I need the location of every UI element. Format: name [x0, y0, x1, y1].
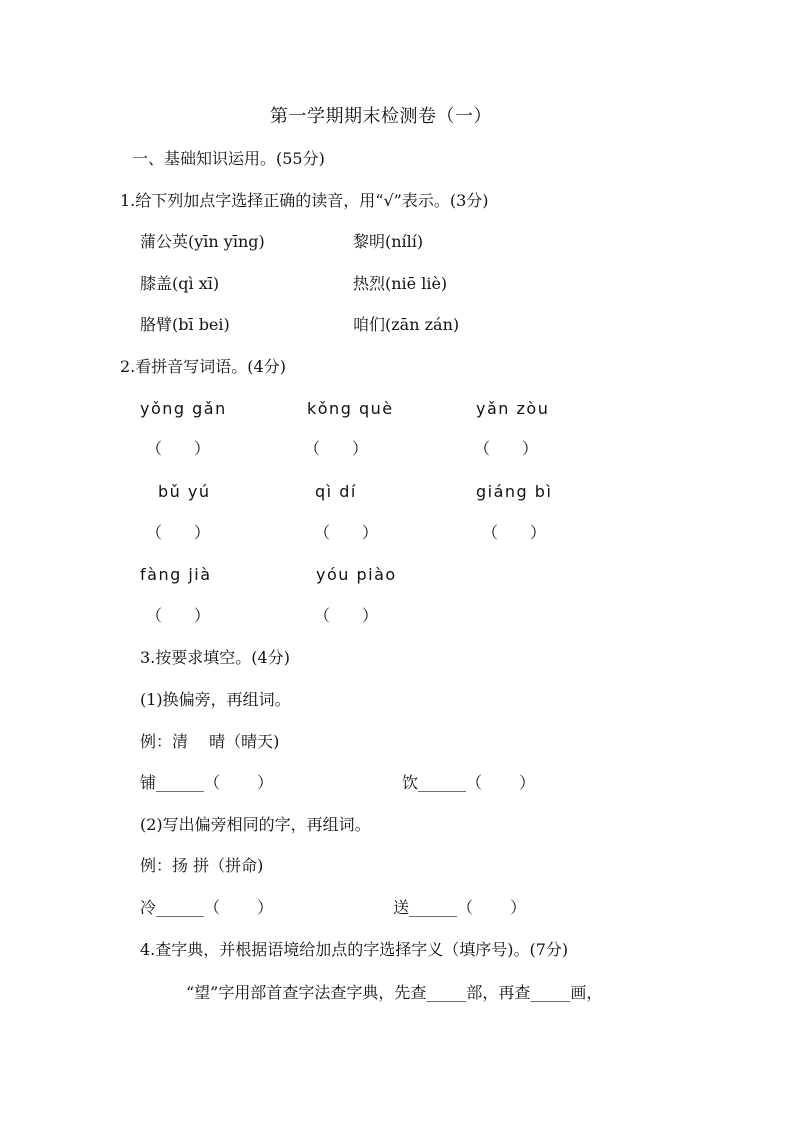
fill-line[interactable]: 送______（ ）: [393, 898, 527, 917]
fill-line[interactable]: 饮______（ ）: [402, 773, 536, 792]
question-3-prompt: 3.按要求填空。(4分): [140, 648, 290, 667]
q1-item: 膝盖(qì xī): [140, 274, 220, 293]
pinyin-word: qì dí: [315, 482, 357, 501]
answer-blank[interactable]: （ ）: [314, 523, 379, 542]
q1-item: 胳臂(bī bei): [140, 315, 230, 334]
q3-subquestion: (2)写出偏旁相同的字，再组词。: [140, 815, 371, 834]
answer-blank[interactable]: （ ）: [304, 439, 369, 458]
pinyin-word: bǔ yú: [158, 482, 211, 501]
pinyin-word: giáng bì: [476, 482, 553, 501]
fill-line[interactable]: 铺______（ ）: [140, 773, 274, 792]
fill-line[interactable]: 冷______（ ）: [140, 898, 274, 917]
answer-blank[interactable]: （ ）: [474, 439, 539, 458]
answer-blank[interactable]: （ ）: [146, 523, 211, 542]
answer-blank[interactable]: （ ）: [146, 606, 211, 625]
pinyin-word: yǎn zòu: [476, 399, 550, 418]
q1-item: 咱们(zān zán): [353, 315, 460, 334]
answer-blank[interactable]: （ ）: [482, 523, 547, 542]
q3-example: 例：清 晴（晴天): [140, 732, 280, 751]
question-2-prompt: 2.看拼音写词语。(4分): [120, 357, 286, 376]
pinyin-word: fàng jià: [140, 565, 212, 584]
question-1-prompt: 1.给下列加点字选择正确的读音，用“√”表示。(3分): [120, 191, 489, 210]
answer-blank[interactable]: （ ）: [146, 439, 211, 458]
pinyin-word: yǒng gǎn: [140, 399, 227, 418]
q4-text: “望”字用部首查字法查字典，先查_____部，再查_____画，: [186, 983, 603, 1002]
question-4-prompt: 4.查字典，并根据语境给加点的字选择字义（填序号)。(7分): [140, 940, 569, 959]
q1-item: 热烈(niē liè): [353, 274, 448, 293]
page-title: 第一学期期末检测卷（一）: [270, 106, 492, 127]
section-heading: 一、基础知识运用。(55分): [132, 149, 325, 168]
q1-item: 蒲公英(yīn yīng): [140, 232, 265, 251]
answer-blank[interactable]: （ ）: [314, 606, 379, 625]
q3-subquestion: (1)换偏旁，再组词。: [140, 690, 291, 709]
pinyin-word: kǒng què: [307, 399, 394, 418]
pinyin-word: yóu piào: [316, 565, 397, 584]
q3-example: 例：扬 拼（拼命): [140, 856, 264, 875]
q1-item: 黎明(nílí): [353, 232, 424, 251]
